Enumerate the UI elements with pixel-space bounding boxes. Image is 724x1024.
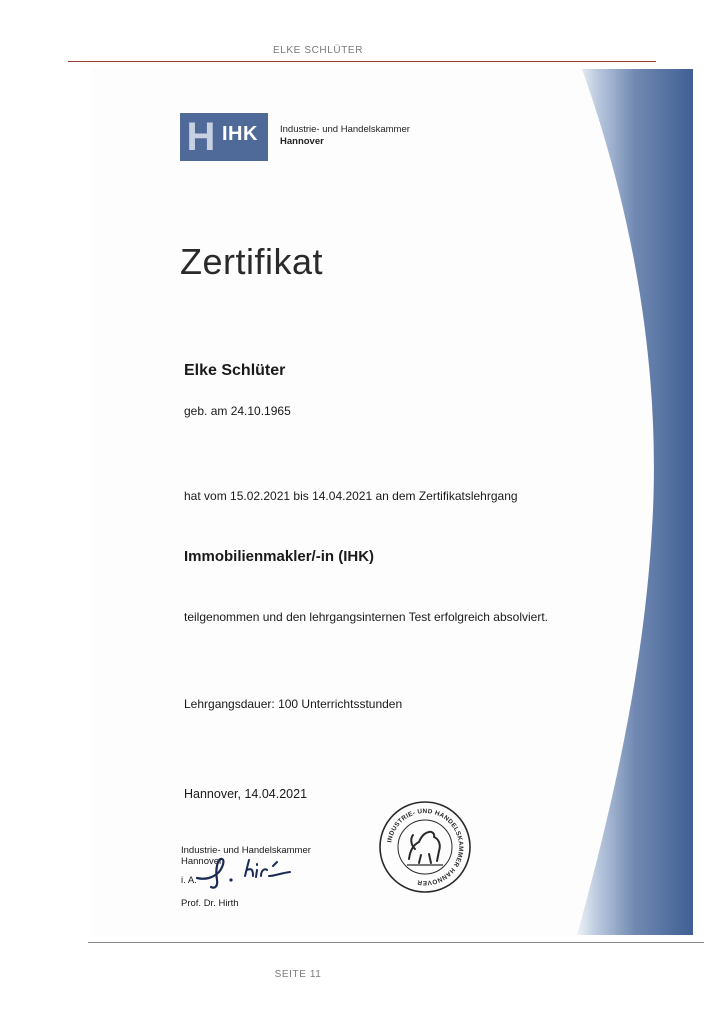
page-header: ELKE SCHLÜTER [272, 45, 364, 56]
issuer-city: Hannover [181, 856, 223, 867]
handwritten-signature [195, 856, 305, 890]
footer-rule [88, 942, 704, 943]
certificate-title: Zertifikat [180, 241, 324, 282]
ihk-logo-name: Industrie- und Handelskammer [280, 124, 410, 135]
ihk-seal-stamp [377, 799, 473, 895]
header-rule [68, 61, 656, 62]
course-name: Immobilienmakler/-in (IHK) [184, 548, 375, 565]
birth-date: geb. am 24.10.1965 [184, 404, 291, 418]
course-period: hat vom 15.02.2021 bis 14.04.2021 an dem Zertifikatslehrgang [184, 489, 518, 503]
ihk-logo-letter: H [186, 115, 216, 159]
issuer-name: Industrie- und Handelskammer [181, 845, 311, 856]
page-footer: SEITE 11 [274, 969, 322, 980]
recipient-name: Elke Schlüter [184, 362, 286, 379]
on-behalf-label: i. A. [181, 875, 197, 886]
certificate-scan [92, 69, 693, 935]
ihk-logo [180, 113, 412, 161]
place-and-date: Hannover, 14.04.2021 [184, 787, 308, 801]
completion-statement: teilgenommen und den lehrgangsinternen Test erfolgreich absolviert. [184, 610, 549, 624]
ihk-logo-city: Hannover [280, 136, 324, 147]
course-duration: Lehrgangsdauer: 100 Unterrichtsstunden [184, 697, 403, 711]
seal-text: INDUSTRIE- UND HANDELSKAMMER HANNOVER [386, 807, 465, 887]
ihk-logo-mark [180, 113, 268, 161]
signer-name: Prof. Dr. Hirth [181, 898, 239, 909]
ihk-logo-text: IHK [222, 123, 258, 145]
